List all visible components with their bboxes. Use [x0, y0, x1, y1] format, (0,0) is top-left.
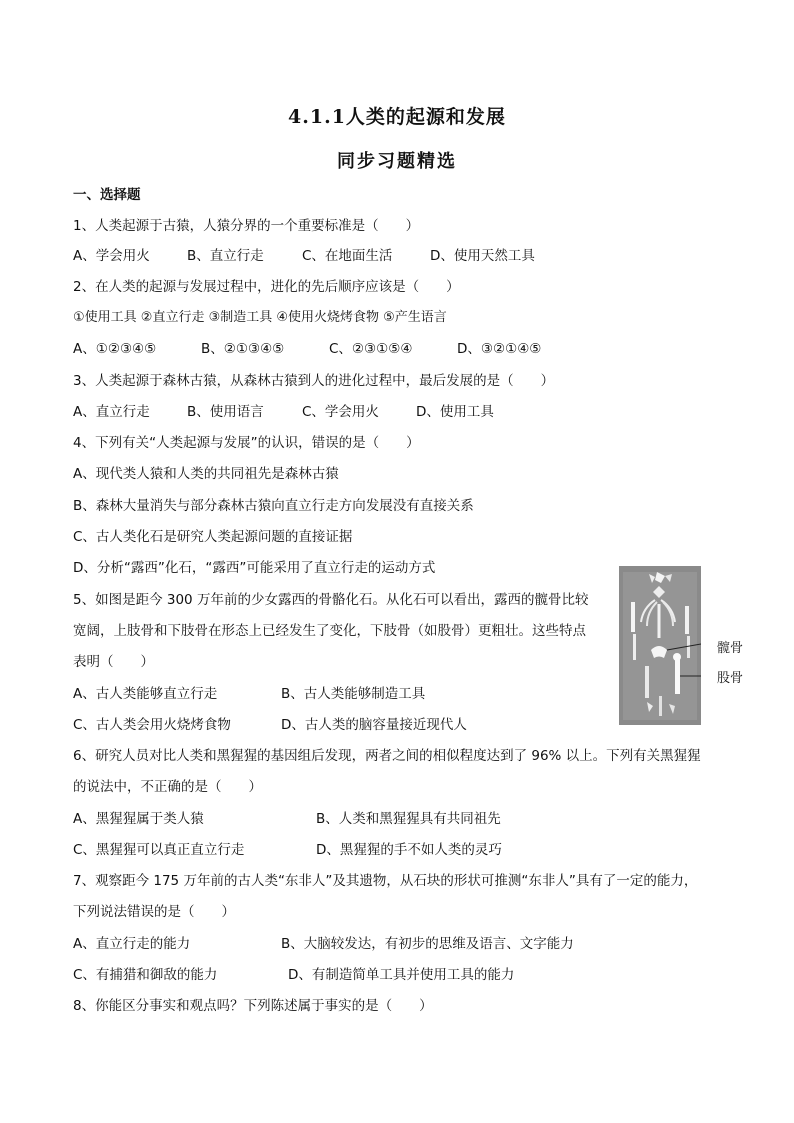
q6-options-row-1 [73, 810, 501, 828]
q2-items: ①使用工具 ②直立行走 ③制造工具 ④使用火烧烤食物 ⑤产生语言 [73, 310, 447, 325]
q7-options-row-1 [73, 935, 574, 953]
q4-option-b: B、森林大量消失与部分森林古猿向直立行走方向发展没有直接关系 [73, 498, 474, 514]
q5-stem-line-1: 5、如图是距今 300 万年前的少女露西的骨骼化石。从化石可以看出，露西的髋骨比较 [73, 592, 589, 608]
femur-label: 股骨 [717, 671, 744, 686]
q4-option-a: A、现代类人猿和人类的共同祖先是森林古猿 [73, 466, 339, 482]
q5-option-b: B、古人类能够制造工具 [281, 686, 426, 702]
q2-option-d: D、③②①④⑤ [457, 341, 542, 357]
q2-option-b: B、②①③④⑤ [201, 341, 285, 357]
section-heading: 一、选择题 [73, 187, 141, 203]
q2-option-a: A、①②③④⑤ [73, 341, 157, 357]
q5-stem-line-3: 表明（ ） [73, 654, 154, 670]
q4-option-c: C、古人类化石是研究人类起源问题的直接证据 [73, 529, 353, 545]
q2-option-c: C、②③①⑤④ [329, 341, 413, 357]
q2-options [73, 340, 541, 358]
q3-option-b: B、使用语言 [187, 404, 264, 420]
q7-stem-line-2: 下列说法错误的是（ ） [73, 904, 235, 920]
q1-stem: 1、人类起源于古猿，人猿分界的一个重要标准是（ ） [73, 218, 420, 234]
q6-option-b: B、人类和黑猩猩具有共同祖先 [316, 811, 501, 827]
q5-option-d: D、古人类的脑容量接近现代人 [281, 717, 467, 733]
q8-stem: 8、你能区分事实和观点吗？下列陈述属于事实的是（ ） [73, 998, 433, 1014]
q5-option-a: A、古人类能够直立行走 [73, 686, 218, 702]
hip-bone-label: 髋骨 [717, 641, 744, 656]
page-subtitle: 同步习题精选 [337, 151, 457, 172]
q3-option-c: C、学会用火 [302, 404, 379, 420]
skeleton-illustration [619, 566, 701, 725]
q1-options [73, 247, 535, 265]
q6-options-row-2 [73, 841, 502, 859]
q1-option-d: D、使用天然工具 [430, 248, 535, 264]
q4-stem: 4、下列有关“人类起源与发展”的认识，错误的是（ ） [73, 435, 420, 451]
q5-options-row-1 [73, 685, 425, 703]
q3-option-d: D、使用工具 [416, 404, 494, 420]
q6-option-c: C、黑猩猩可以真正直立行走 [73, 842, 245, 858]
q5-stem-line-2: 宽阔，上肢骨和下肢骨在形态上已经发生了变化，下肢骨（如股骨）更粗壮。这些特点 [73, 623, 586, 639]
q7-option-a: A、直立行走的能力 [73, 936, 191, 952]
q7-stem-line-1: 7、观察距今 175 万年前的古人类“东非人”及其遗物，从石块的形状可推测“东非人”具有了一定的能力， [73, 873, 698, 889]
q7-option-d: D、有制造简单工具并使用工具的能力 [288, 967, 515, 983]
q6-stem-line-2: 的说法中，不正确的是（ ） [73, 779, 262, 795]
q5-options-row-2 [73, 716, 467, 734]
q7-option-b: B、大脑较发达，有初步的思维及语言、文字能力 [281, 936, 574, 952]
q3-option-a: A、直立行走 [73, 404, 150, 420]
q2-stem: 2、在人类的起源与发展过程中，进化的先后顺序应该是（ ） [73, 279, 460, 295]
page-title: 4.1.1人类的起源和发展 [288, 106, 506, 128]
q7-options-row-2 [73, 966, 514, 984]
q1-option-b: B、直立行走 [187, 248, 264, 264]
q4-option-d: D、分析“露西”化石，“露西”可能采用了直立行走的运动方式 [73, 560, 436, 576]
lucy-skeleton-image [619, 566, 701, 725]
q6-option-d: D、黑猩猩的手不如人类的灵巧 [316, 842, 502, 858]
q6-stem-line-1: 6、研究人员对比人类和黑猩猩的基因组后发现，两者之间的相似程度达到了 96% 以上。下列有关黑猩猩 [73, 748, 701, 764]
q7-option-c: C、有捕猎和御敌的能力 [73, 967, 218, 983]
q3-stem: 3、人类起源于森林古猿，从森林古猿到人的进化过程中，最后发展的是（ ） [73, 373, 555, 389]
q3-options [73, 403, 494, 421]
q6-option-a: A、黑猩猩属于类人猿 [73, 811, 204, 827]
q1-option-a: A、学会用火 [73, 248, 150, 264]
q5-option-c: C、古人类会用火烧烤食物 [73, 717, 231, 733]
q1-option-c: C、在地面生活 [302, 248, 393, 264]
